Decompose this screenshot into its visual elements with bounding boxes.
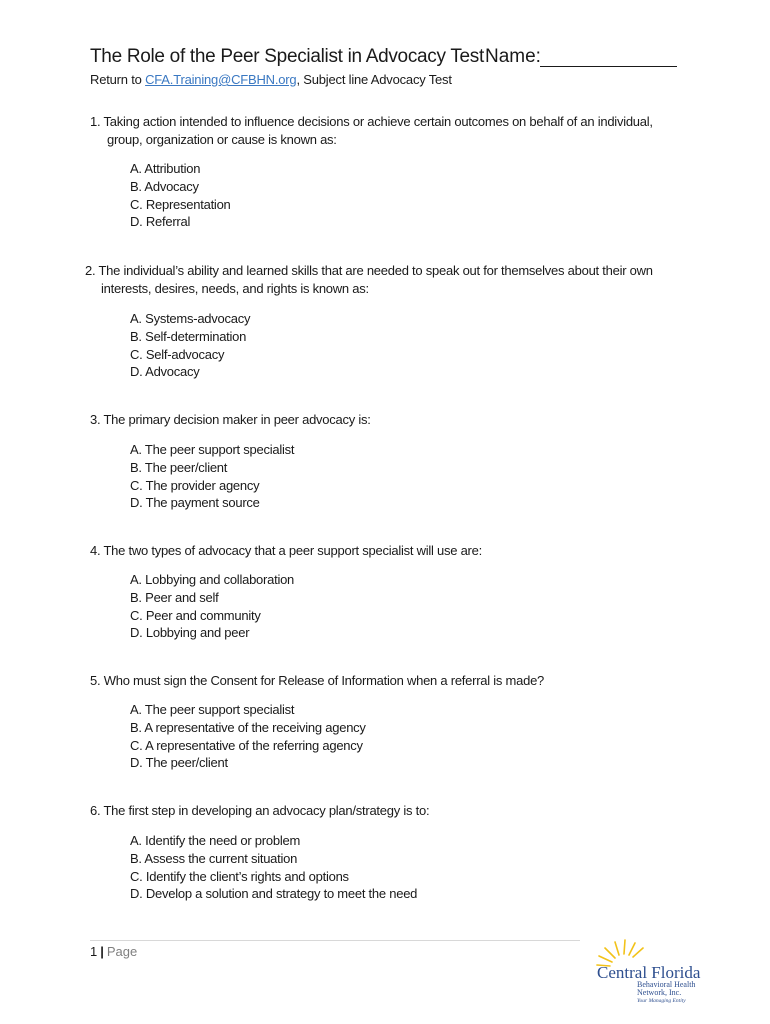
option-b: B. The peer/client [130, 459, 228, 475]
question-1 [90, 113, 653, 149]
name-blank-line [540, 66, 677, 67]
option-a: A. Attribution [130, 161, 201, 176]
option-c: C. Self-advocacy [130, 346, 225, 362]
option-b: B. Advocacy [130, 178, 199, 194]
footer-divider [90, 940, 580, 941]
page-separator: | [100, 944, 104, 959]
option-a: A. The peer support specialist [130, 702, 295, 717]
question-number: 1. [90, 114, 101, 129]
question-4 [90, 542, 482, 560]
options-6 [130, 832, 417, 903]
return-prefix: Return to [90, 72, 146, 87]
options-3 [130, 441, 294, 512]
question-6 [90, 802, 429, 820]
options-5 [130, 701, 366, 772]
option-b: B. A representative of the receiving agency [130, 719, 366, 735]
options-4 [130, 571, 294, 642]
question-number: 3. [90, 412, 101, 427]
option-d: D. The payment source [130, 495, 260, 511]
question-text-line1: Taking action intended to influence decisions or achieve certain outcomes on behalf of an individual, [103, 114, 653, 129]
option-b: B. Assess the current situation [130, 850, 298, 866]
email-link[interactable]: CFA.Training@CFBHN.org [145, 72, 297, 87]
page-number [90, 944, 137, 959]
option-b: B. Self-determination [130, 328, 247, 344]
return-suffix: , Subject line Advocacy Test [296, 72, 452, 87]
option-c: C. A representative of the referring agency [130, 737, 363, 753]
options-1 [130, 160, 231, 231]
name-label: Name: [485, 46, 541, 67]
question-text-line2: interests, desires, needs, and rights is known as: [101, 281, 369, 296]
option-a: A. Identify the need or problem [130, 833, 301, 848]
option-c: C. Identify the client’s rights and options [130, 868, 349, 884]
option-a: A. Lobbying and collaboration [130, 572, 295, 587]
option-d: D. Referral [130, 214, 191, 230]
logo-line2: Behavioral Health [637, 980, 696, 989]
question-text-line2: group, organization or cause is known as: [107, 132, 337, 147]
question-text-line1: The two types of advocacy that a peer support specialist will use are: [103, 543, 482, 558]
question-3 [90, 411, 371, 429]
question-2 [85, 262, 653, 298]
question-text-line1: The primary decision maker in peer advocacy is: [103, 412, 371, 427]
page-word: Page [106, 944, 138, 959]
question-text-line1: Who must sign the Consent for Release of Information when a referral is made? [103, 673, 545, 688]
option-a: A. Systems-advocacy [130, 311, 251, 326]
option-c: C. Representation [130, 196, 231, 212]
option-c: C. Peer and community [130, 607, 261, 623]
question-text-line1: The individual’s ability and learned skills that are needed to speak out for themselves about their own [98, 263, 653, 278]
question-number: 4. [90, 543, 101, 558]
logo-line3: Network, Inc. [637, 988, 682, 997]
title-row [90, 46, 690, 74]
return-instructions [90, 72, 452, 87]
option-d: D. The peer/client [130, 755, 228, 771]
central-florida-logo [585, 936, 720, 1011]
question-text-line1: The first step in developing an advocacy plan/strategy is to: [103, 803, 430, 818]
option-a: A. The peer support specialist [130, 442, 295, 457]
option-d: D. Develop a solution and strategy to meet the need [130, 886, 418, 902]
logo-line1: Central Florida [597, 963, 701, 982]
question-number: 6. [90, 803, 101, 818]
page-number-value: 1 [90, 944, 98, 959]
option-d: D. Lobbying and peer [130, 625, 250, 641]
option-c: C. The provider agency [130, 477, 260, 493]
options-2 [130, 310, 250, 381]
option-d: D. Advocacy [130, 364, 200, 380]
page-title: The Role of the Peer Specialist in Advocacy Test [90, 46, 484, 67]
question-number: 2. [85, 263, 96, 278]
logo-line4: Your Managing Entity [637, 998, 686, 1004]
question-5 [90, 672, 544, 690]
option-b: B. Peer and self [130, 589, 219, 605]
question-number: 5. [90, 673, 101, 688]
